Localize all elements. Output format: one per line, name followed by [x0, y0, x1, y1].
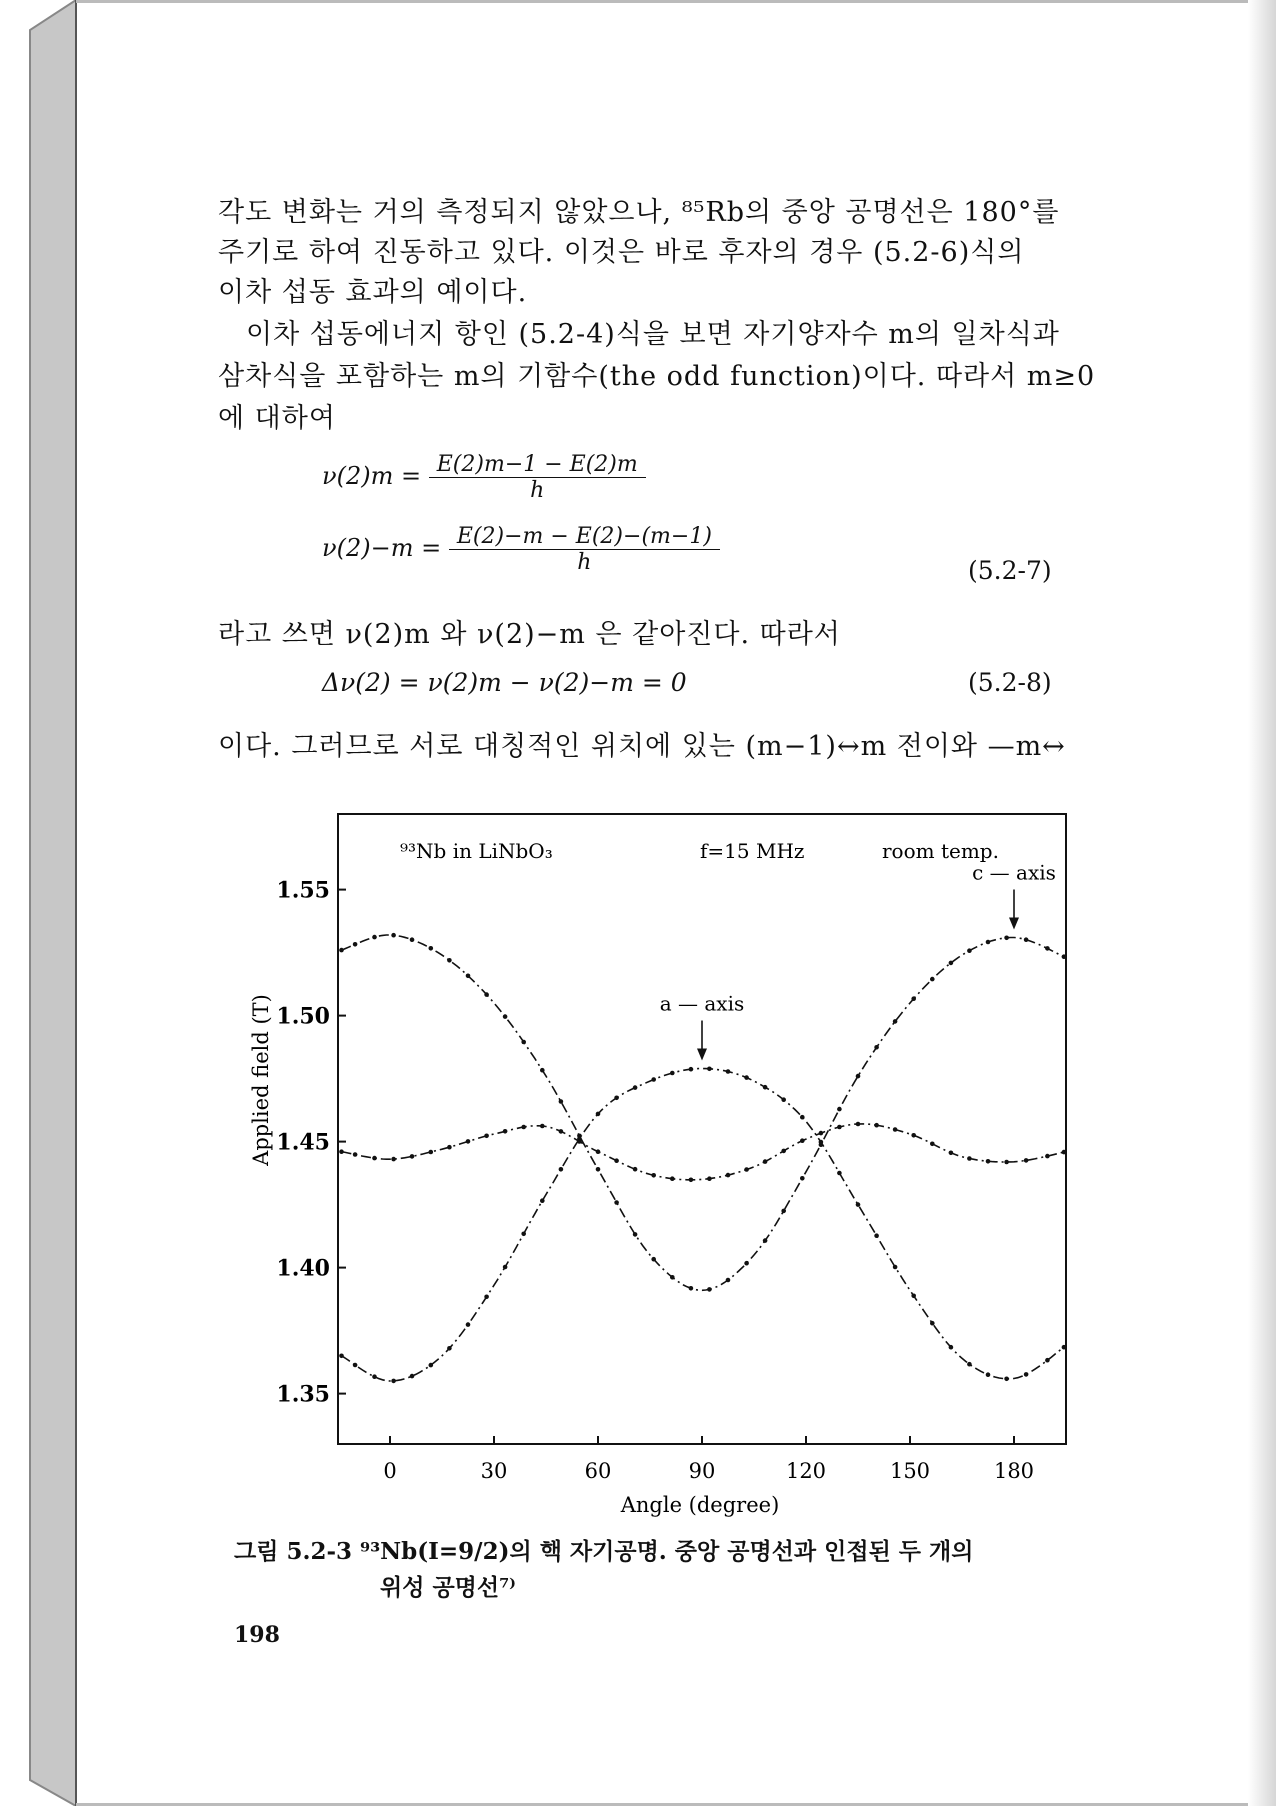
- x-axis-label: Angle (degree): [620, 1493, 780, 1517]
- text-line: 라고 쓰면 ν(2)m 와 ν(2)−m 은 같아진다. 따라서: [218, 619, 841, 650]
- data-point: [577, 1136, 582, 1141]
- data-point: [781, 1149, 786, 1154]
- numerator: E(2)m−1 − E(2)m: [429, 452, 646, 478]
- chart-title-frequency: f=15 MHz: [700, 839, 805, 863]
- data-point: [1024, 1372, 1029, 1377]
- data-point: [837, 1107, 842, 1112]
- data-point: [503, 1265, 508, 1270]
- caption-line: 위성 공명선⁷⁾: [380, 1574, 517, 1601]
- text-line: 이차 섭동 효과의 예이다.: [218, 277, 528, 308]
- data-point: [930, 977, 935, 982]
- data-point: [521, 1232, 526, 1237]
- caption-line: 그림 5.2-3 ⁹³Nb(I=9/2)의 핵 자기공명. 중앙 공명선과 인접된 두 개의: [234, 1538, 974, 1565]
- data-point: [949, 961, 954, 966]
- x-tick-label: 90: [688, 1459, 716, 1483]
- annotation-label: a — axis: [659, 991, 745, 1016]
- data-point: [689, 1067, 694, 1072]
- data-point: [986, 940, 991, 945]
- data-point: [763, 1238, 768, 1243]
- data-point: [670, 1275, 675, 1280]
- data-point: [391, 1157, 396, 1162]
- data-point: [689, 1286, 694, 1291]
- data-point: [651, 1173, 656, 1178]
- data-point: [410, 1154, 415, 1159]
- text-line: 에 대하여: [218, 403, 336, 434]
- data-point: [744, 1075, 749, 1080]
- data-point: [447, 1346, 452, 1351]
- data-point: [447, 958, 452, 963]
- data-point: [874, 1045, 879, 1050]
- data-point: [372, 1374, 377, 1379]
- x-tick-label: 150: [889, 1459, 931, 1483]
- data-point: [781, 1097, 786, 1102]
- data-point: [1045, 1358, 1050, 1363]
- equation-delta-nu: Δν(2) = ν(2)m − ν(2)−m = 0: [322, 668, 687, 697]
- y-tick-label: 1.55: [276, 877, 330, 904]
- data-point: [339, 1354, 344, 1359]
- data-point: [967, 948, 972, 953]
- data-point: [1062, 1345, 1067, 1350]
- series-line: [342, 1124, 1067, 1180]
- data-point: [800, 1138, 805, 1143]
- equation-number: (5.2-7): [968, 556, 1052, 585]
- data-point: [372, 935, 377, 940]
- data-point: [410, 1374, 415, 1379]
- text-line: 삼차식을 포함하는 m의 기함수(the odd function)이다. 따라서 m≥0: [218, 361, 1096, 392]
- data-point: [893, 1127, 898, 1132]
- data-point: [540, 1068, 545, 1073]
- data-point: [967, 1362, 972, 1367]
- data-point: [1045, 1154, 1050, 1159]
- data-point: [911, 1133, 916, 1138]
- data-point: [559, 1167, 564, 1172]
- figure-caption: [234, 1534, 1094, 1606]
- data-point: [893, 1019, 898, 1024]
- denominator: h: [577, 550, 592, 575]
- data-point: [744, 1261, 749, 1266]
- data-point: [596, 1112, 601, 1117]
- data-point: [986, 1372, 991, 1377]
- data-point: [391, 933, 396, 938]
- data-point: [447, 1145, 452, 1150]
- data-point: [726, 1069, 731, 1074]
- page-number: 198: [234, 1622, 280, 1648]
- data-point: [339, 948, 344, 953]
- data-point: [353, 1152, 358, 1157]
- data-point: [670, 1176, 675, 1181]
- data-point: [707, 1287, 712, 1292]
- data-point: [503, 1014, 508, 1019]
- data-point: [837, 1171, 842, 1176]
- data-point: [484, 1295, 489, 1300]
- numerator: E(2)−m − E(2)−(m−1): [449, 524, 720, 550]
- data-point: [707, 1176, 712, 1181]
- text-line: 이다. 그러므로 서로 대칭적인 위치에 있는 (m−1)↔m 전이와 —m↔: [218, 731, 1066, 762]
- data-point: [466, 1139, 471, 1144]
- data-point: [429, 946, 434, 951]
- data-point: [763, 1159, 768, 1164]
- data-point: [521, 1040, 526, 1045]
- data-point: [1024, 1158, 1029, 1163]
- annotation-label: c — axis: [972, 860, 1056, 885]
- data-point: [930, 1321, 935, 1326]
- data-point: [800, 1115, 805, 1120]
- data-point: [410, 937, 415, 942]
- data-point: [707, 1067, 712, 1072]
- y-tick-label: 1.40: [276, 1255, 330, 1282]
- text-line: 이차 섭동에너지 항인 (5.2-4)식을 보면 자기양자수 m의 일차식과: [246, 319, 1060, 350]
- data-point: [521, 1125, 526, 1130]
- data-point: [1004, 1160, 1009, 1165]
- data-point: [596, 1167, 601, 1172]
- data-point: [689, 1178, 694, 1183]
- data-point: [651, 1077, 656, 1082]
- data-point: [614, 1158, 619, 1163]
- data-point: [633, 1085, 638, 1090]
- data-point: [429, 1363, 434, 1368]
- data-point: [744, 1167, 749, 1172]
- data-point: [726, 1278, 731, 1283]
- chart-title-sample: ⁹³Nb in LiNbO₃: [400, 839, 553, 863]
- data-point: [874, 1233, 879, 1238]
- data-point: [484, 992, 489, 997]
- data-point: [596, 1149, 601, 1154]
- data-point: [1004, 936, 1009, 941]
- data-point: [726, 1173, 731, 1178]
- x-tick-label: 60: [584, 1459, 612, 1483]
- x-tick-label: 180: [993, 1459, 1035, 1483]
- data-point: [614, 1096, 619, 1101]
- data-point: [874, 1123, 879, 1128]
- x-tick-label: 0: [383, 1459, 397, 1483]
- data-point: [372, 1156, 377, 1161]
- y-tick-label: 1.50: [276, 1003, 330, 1030]
- annotation-arrowhead: [697, 1049, 707, 1061]
- data-point: [949, 1345, 954, 1350]
- data-point: [986, 1159, 991, 1164]
- data-point: [633, 1167, 638, 1172]
- data-point: [651, 1257, 656, 1262]
- y-axis-label: Applied field (T): [249, 994, 273, 1166]
- data-point: [800, 1176, 805, 1181]
- data-point: [856, 1202, 861, 1207]
- y-tick-label: 1.35: [276, 1381, 330, 1408]
- text-line: 각도 변화는 거의 측정되지 않았으나, ⁸⁵Rb의 중앙 공명선은 180°를: [218, 197, 1060, 228]
- denominator: h: [530, 478, 545, 503]
- chart-title-temperature: room temp.: [882, 839, 999, 863]
- data-point: [503, 1129, 508, 1134]
- data-point: [540, 1198, 545, 1203]
- data-point: [949, 1151, 954, 1156]
- annotation-arrowhead: [1009, 917, 1019, 929]
- series-line: [342, 1069, 1067, 1382]
- data-point: [353, 942, 358, 947]
- equation-number: (5.2-8): [968, 668, 1052, 697]
- data-point: [429, 1150, 434, 1155]
- x-tick-label: 120: [785, 1459, 827, 1483]
- data-point: [391, 1379, 396, 1384]
- data-point: [614, 1200, 619, 1205]
- y-tick-label: 1.45: [276, 1129, 330, 1156]
- data-point: [1045, 946, 1050, 951]
- data-point: [559, 1099, 564, 1104]
- data-point: [540, 1124, 545, 1129]
- data-point: [339, 1149, 344, 1154]
- data-point: [911, 996, 916, 1001]
- data-point: [781, 1209, 786, 1214]
- data-point: [856, 1074, 861, 1079]
- data-point: [837, 1125, 842, 1130]
- data-point: [1062, 1150, 1067, 1155]
- data-point: [819, 1131, 824, 1136]
- data-point: [819, 1140, 824, 1145]
- text-line: 주기로 하여 진동하고 있다. 이것은 바로 후자의 경우 (5.2-6)식의: [218, 237, 1025, 268]
- data-point: [466, 1322, 471, 1327]
- data-point: [763, 1085, 768, 1090]
- data-point: [893, 1265, 898, 1270]
- x-tick-label: 30: [480, 1459, 508, 1483]
- data-point: [1062, 954, 1067, 959]
- data-point: [1004, 1377, 1009, 1382]
- data-point: [670, 1071, 675, 1076]
- data-point: [466, 974, 471, 979]
- data-point: [1024, 937, 1029, 942]
- data-point: [353, 1363, 358, 1368]
- data-point: [930, 1142, 935, 1147]
- equation-lhs: ν(2)m =: [322, 462, 422, 490]
- data-point: [856, 1122, 861, 1127]
- equation-lhs: ν(2)−m =: [322, 534, 442, 562]
- data-point: [559, 1129, 564, 1134]
- data-point: [911, 1294, 916, 1299]
- data-point: [633, 1232, 638, 1237]
- data-point: [484, 1134, 489, 1139]
- series-line: [342, 935, 1067, 1290]
- data-point: [967, 1156, 972, 1161]
